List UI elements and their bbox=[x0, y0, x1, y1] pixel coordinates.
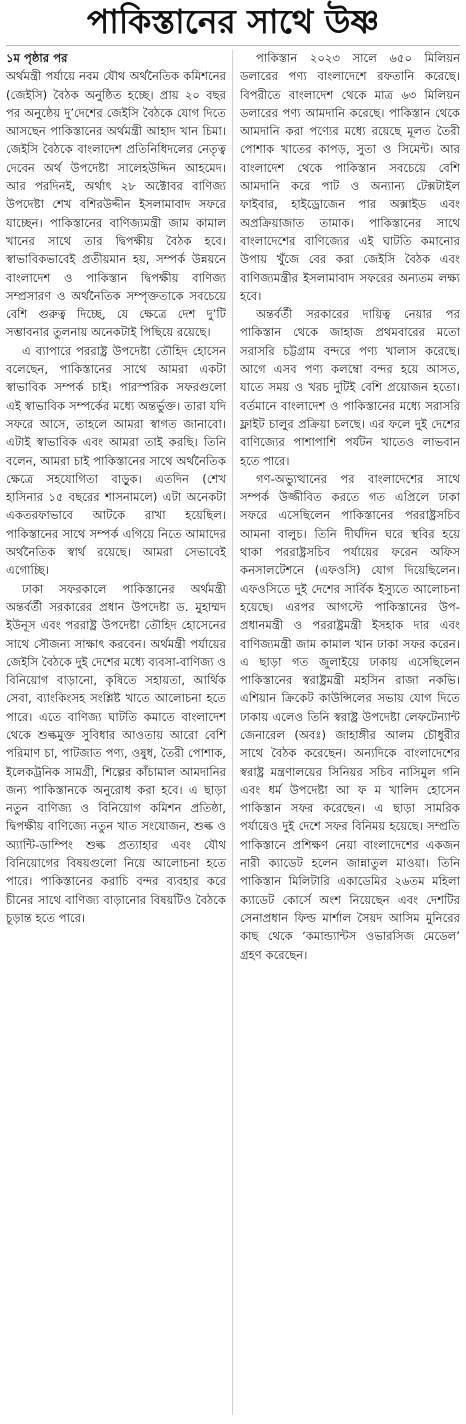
left-paragraph-2: এ ব্যাপারে পররাষ্ট্র উপদেষ্টা তৌহিদ হোসেন বলেছেন, পাকিস্তানের সাথে আমরা একটা স্বাভাবিক সম্পর্ক চাই। পারস্পরিক সফরগুলো এই স্বাভাবিক সম্পর্কের মধ্যে অন্তর্ভুক্ত। তারা যদি সফরে আসে, তাহলে আমরা স্বাগত জানাবো। এটাই স্বাভাবিক এবং আমরা তাই করছি। তিনি বলেন, আমরা চাই পাকিস্তানের সাথে অর্থনৈতিক ক্ষেত্রে সহযোগিতা বাড়ুক। এতদিন (শেখ হাসিনার ১৫ বছরের শাসনামলে) এটা অনেকটা একতরফাভাবে আটকে রাখা হয়েছিল। পাকিস্তানের সাথে সম্পর্ক এগিয়ে নিতে আমাদের অর্থনৈতিক স্বার্থ রয়েছে। আমরা সেভাবেই এগোচ্ছি। bbox=[6, 343, 226, 578]
headline-rule bbox=[6, 45, 460, 46]
right-paragraph-1: পাকিস্তান ২০২৩ সালে ৬৫০ মিলিয়ন ডলারের পণ্য বাংলাদেশে রফতানি করেছে। বিপরীতে বাংলাদেশ থেকে মাত্র ৬৩ মিলিয়ন ডলারের পণ্য আমদানি করেছে। পাকিস্তান থেকে আমদানি করা পণ্যের মধ্যে রয়েছে মূলত তৈরী পোশাক খাতের কাপড়, সুতা ও সিমেন্ট। আর বাংলাদেশ থেকে পাকিস্তান সবচেয়ে বেশি আমদানি করে পাট ও অন্যান্য টেক্সটাইল ফাইবার, হাইড্রোজেন পার অক্সাইড এবং অপ্রক্রিয়াজাত তামাক। পাকিস্তানের সাথে বাংলাদেশের বাণিজ্যের এই ঘাটতি কমানোর উপায় খুঁজে বের করা জেইসি বৈঠক এবং বাণিজ্যমন্ত্রীর ইসলামাবাদ সফরের অন্যতম লক্ষ্য হবে। bbox=[240, 51, 460, 303]
left-column bbox=[6, 49, 226, 1421]
right-paragraph-2: অন্তর্বর্তী সরকারের দায়িত্ব নেয়ার পর পাকিস্তান থেকে জাহাজ প্রথমবারের মতো সরাসরি চট্টগ্রাম বন্দরে পণ্য খালাস করেছে। আগে এসব পণ্য কলম্বো বন্দর হয়ে আসত, যাতে সময় ও খরচ দুটিই বেশি প্রয়োজন হতো। বর্তমানে বাংলাদেশ ও পাকিস্তানের মধ্যে সরাসরি ফ্লাইট চালুর প্রক্রিয়া চলছে। এর ফলে দুই দেশের বাণিজ্যের পাশাপাশি পর্যটন খাতেও লাভবান হতে পারে। bbox=[240, 307, 460, 468]
right-column bbox=[240, 49, 460, 1421]
left-paragraph-1: অর্থমন্ত্রী পর্যায়ে নবম যৌথ অর্থনৈতিক কমিশনের (জেইসি) বৈঠক অনুষ্ঠিত হচ্ছে। প্রায় ২০ বছর পর অনুষ্ঠেয় দু’দেশের জেইসি বৈঠকে যোগ দিতে আসছেন পাকিস্তানের অর্থমন্ত্রী আহাদ খান চিমা। জেইসি বৈঠকে বাংলাদেশ প্রতিনিধিদলের নেতৃত্ব দেবেন অর্থ উপদেষ্টা সালেহউদ্দিন আহমেদ। আর পরদিনই, অর্থাৎ ২৮ অক্টোবর বাণিজ্য উপদেষ্টা শেখ বশিরউদ্দীন ইসলামাবাদ সফরে যাচ্ছেন। পাকিস্তানের বাণিজ্যমন্ত্রী জাম কামাল খানের সাথে তার দ্বিপক্ষীয় বৈঠক হবে। স্বাভাবিকভাবেই প্রতীয়মান হয়, সম্পর্ক উন্নয়নে বাংলাদেশ ও পাকিস্তান দ্বিপক্ষীয় বাণিজ্য সম্প্রসারণ ও অর্থনৈতিক সম্পৃক্ততাকে সবচেয়ে বেশি গুরুত্ব দিচ্ছে, যে ক্ষেত্রে দেশ দু’টি সম্ভাবনার তুলনায় অনেকটাই পিছিয়ে রয়েছে। bbox=[6, 69, 226, 340]
headline: পাকিস্তানের সাথে উষ্ণ bbox=[86, 2, 380, 41]
left-paragraph-3: ঢাকা সফরকালে পাকিস্তানের অর্থমন্ত্রী অন্তর্বর্তী সরকারের প্রধান উপদেষ্টা ড. মুহাম্মদ ইউনূস এবং পররাষ্ট্র উপদেষ্টা তৌহিদ হোসেনের সাথে সৌজন্য সাক্ষাৎ করবেন। অর্থমন্ত্রী পর্যায়ের জেইসি বৈঠকে দুই দেশের মধ্যে ব্যবসা-বাণিজ্য ও বিনিয়োগ বাড়ানো, কৃষিতে সহায়তা, আর্থিক সেবা, ব্যাংকিংসহ সংশ্লিষ্ট খাতে আলোচনা হতে পারে। এতে বাণিজ্য ঘাটতি কমাতে বাংলাদেশ থেকে শুল্কমুক্ত সুবিধার আওতায় আরো বেশি পরিমাণ চা, পাটজাত পণ্য, ওষুধ, তৈরী পোশাক, ইলেকট্রনিক সামগ্রী, শিল্পের কাঁচামাল আমদানির জন্য পাকিস্তানকে অনুরোধ করা হবে। এ ছাড়া নতুন বাণিজ্য ও বিনিয়োগ কমিশন প্রতিষ্ঠা, দ্বিপক্ষীয় বাণিজ্যে নতুন খাত সংযোজন, শুল্ক ও অ্যান্টি-ডাম্পিং শুল্ক প্রত্যাহার এবং যৌথ বিনিয়োগের বিষয়গুলো নিয়ে আলোচনা হতে পারে। পাকিস্তানের করাচি বন্দর ব্যবহার করে চীনের সাথে বাণিজ্য বাড়ানোর বিষয়টিও বৈঠকে চূড়ান্ত হতে পারে। bbox=[6, 581, 226, 925]
continued-from-label: ১ম পৃষ্ঠার পর bbox=[6, 51, 68, 65]
right-paragraph-3: গণ-অভ্যুত্থানের পর বাংলাদেশের সাথে সম্পর্ক উজ্জীবিত করতে গত এপ্রিলে ঢাকা সফরে এসেছিলেন পাকিস্তানের পররাষ্ট্রসচিব আমনা বালুচ। তিনি দীর্ঘদিন ঘরে স্থবির হয়ে থাকা পররাষ্ট্রসচিব পর্যায়ের ফরেন অফিস কনসালটেশনে (এফওসি) যোগ দিয়েছিলেন। এফওসিতে দুই দেশের সার্বিক ইস্যুতে আলোচনা হয়েছে। এরপর আগস্টে পাকিস্তানের উপ-প্রধানমন্ত্রী ও পররাষ্ট্রমন্ত্রী ইসহাক দার এবং বাণিজ্যমন্ত্রী জাম কামাল খান ঢাকা সফর করেন। এ ছাড়া গত জুলাইয়ে ঢাকায় এসেছিলেন পাকিস্তানের স্বরাষ্ট্রমন্ত্রী মহসিন রাজা নকভি। এশিয়ান ক্রিকেট কাউন্সিলের সভায় যোগ দিতে ঢাকায় এলেও তিনি স্বরাষ্ট্র উপদেষ্টা লেফটেন্যান্ট জেনারেল (অবঃ) জাহাঙ্গীর আলম চৌধুরীর সাথে বৈঠক করেছেন। অন্যদিকে বাংলাদেশের স্বরাষ্ট্র মন্ত্রণালয়ের সিনিয়র সচিব নাসিমুল গনি এবং ধর্ম উপদেষ্টা আ ফ ম খালিদ হোসেন পাকিস্তান সফর করেছেন। এ ছাড়া সামরিক পর্যায়েও দুই দেশে সফর বিনিময় হয়েছে। সম্প্রতি পাকিস্তানে প্রশিক্ষণ নেয়া বাংলাদেশের একজন নারী ক্যাডেট হলেন জান্নাতুল মাওয়া। তিনি পাকিস্তান মিলিটারি একাডেমির ২৬তম মহিলা ক্যাডেট কোর্সে অংশ নিয়েছেন এবং দেশটির সেনাপ্রধান ফিল্ড মার্শাল সৈয়দ আসিম মুনিরের কাছ থেকে ‘কমান্ড্যান্টস ওভারসিজ মেডেল’ গ্রহণ করেছেন। bbox=[240, 471, 460, 962]
column-divider bbox=[232, 50, 233, 1415]
